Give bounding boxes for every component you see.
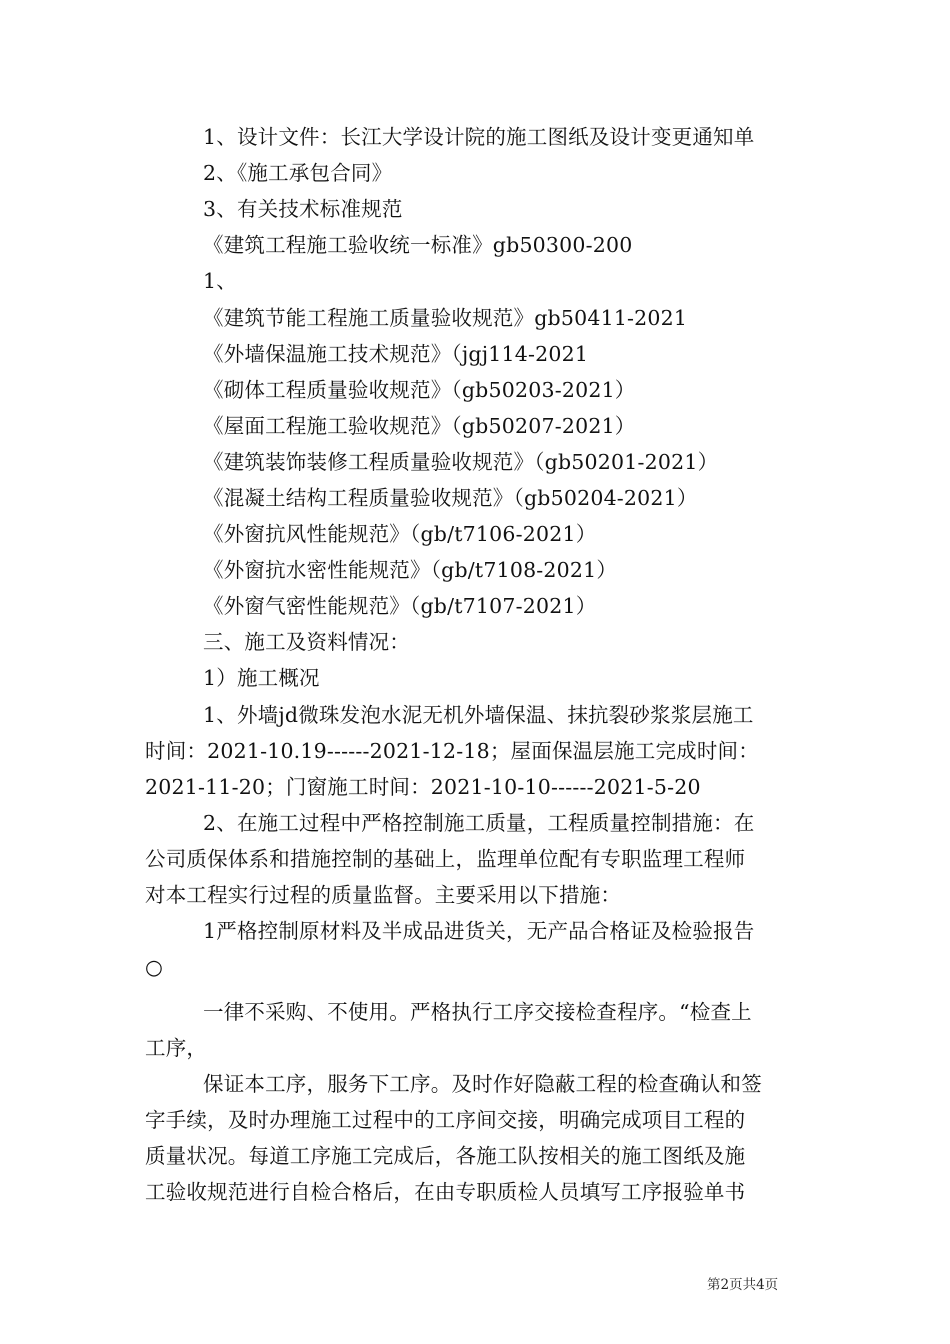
text-line: 《外窗抗风性能规范》（gb/t7106-2021） bbox=[203, 522, 597, 546]
text-line: 时间：2021-10.19------2021-12-18；屋面保温层施工完成时间： bbox=[145, 739, 759, 763]
text-line: 《外墙保温施工技术规范》（jgj114-2021 bbox=[203, 342, 589, 366]
text-line: 一律不采购、不使用。严格执行工序交接检查程序。“检查上 bbox=[203, 1000, 752, 1024]
text-line: 公司质保体系和措施控制的基础上，监理单位配有专职监理工程师 bbox=[145, 847, 746, 871]
text-line: 2、《施工承包合同》 bbox=[203, 161, 393, 185]
text-line: 1严格控制原材料及半成品进货关，无产品合格证及检验报告 bbox=[203, 919, 755, 943]
text-line: 《建筑工程施工验收统一标准》gb50300-200 bbox=[203, 233, 633, 257]
text-line: 《外窗气密性能规范》（gb/t7107-2021） bbox=[203, 594, 597, 618]
text-line: 2021-11-20；门窗施工时间：2021-10-10------2021-5-20 bbox=[145, 775, 701, 799]
text-line: 保证本工序，服务下工序。及时作好隐蔽工程的检查确认和签 bbox=[203, 1072, 762, 1096]
text-line: 工验收规范进行自检合格后，在由专职质检人员填写工序报验单书 bbox=[145, 1180, 746, 1204]
text-line: 《屋面工程施工验收规范》（gb50207-2021） bbox=[203, 414, 636, 438]
text-line: 《外窗抗水密性能规范》（gb/t7108-2021） bbox=[203, 558, 618, 582]
circle-mark: ○ bbox=[145, 955, 164, 979]
subsection-heading: 1）施工概况 bbox=[203, 666, 320, 690]
text-line: 1、外墙jd微珠发泡水泥无机外墙保温、抹抗裂砂浆浆层施工 bbox=[203, 703, 754, 727]
text-line: 《混凝土结构工程质量验收规范》（gb50204-2021） bbox=[203, 486, 698, 510]
text-line: 1、设计文件：长江大学设计院的施工图纸及设计变更通知单 bbox=[203, 125, 755, 149]
section-heading: 三、施工及资料情况： bbox=[203, 630, 410, 654]
text-line: 3、有关技术标准规范 bbox=[203, 197, 403, 221]
text-line: 对本工程实行过程的质量监督。主要采用以下措施： bbox=[145, 883, 622, 907]
text-line: 工序， bbox=[145, 1036, 208, 1060]
text-line: 《砌体工程质量验收规范》（gb50203-2021） bbox=[203, 378, 636, 402]
text-line: 字手续，及时办理施工过程中的工序间交接，明确完成项目工程的 bbox=[145, 1108, 746, 1132]
text-line: 质量状况。每道工序施工完成后，各施工队按相关的施工图纸及施 bbox=[145, 1144, 746, 1168]
page-number: 第2页共4页 bbox=[707, 1277, 779, 1293]
text-line: 《建筑节能工程施工质量验收规范》gb50411-2021 bbox=[203, 306, 688, 330]
text-line: 2、在施工过程中严格控制施工质量，工程质量控制措施：在 bbox=[203, 811, 755, 835]
text-line: 1、 bbox=[203, 269, 237, 293]
text-line: 《建筑装饰装修工程质量验收规范》（gb50201-2021） bbox=[203, 450, 719, 474]
